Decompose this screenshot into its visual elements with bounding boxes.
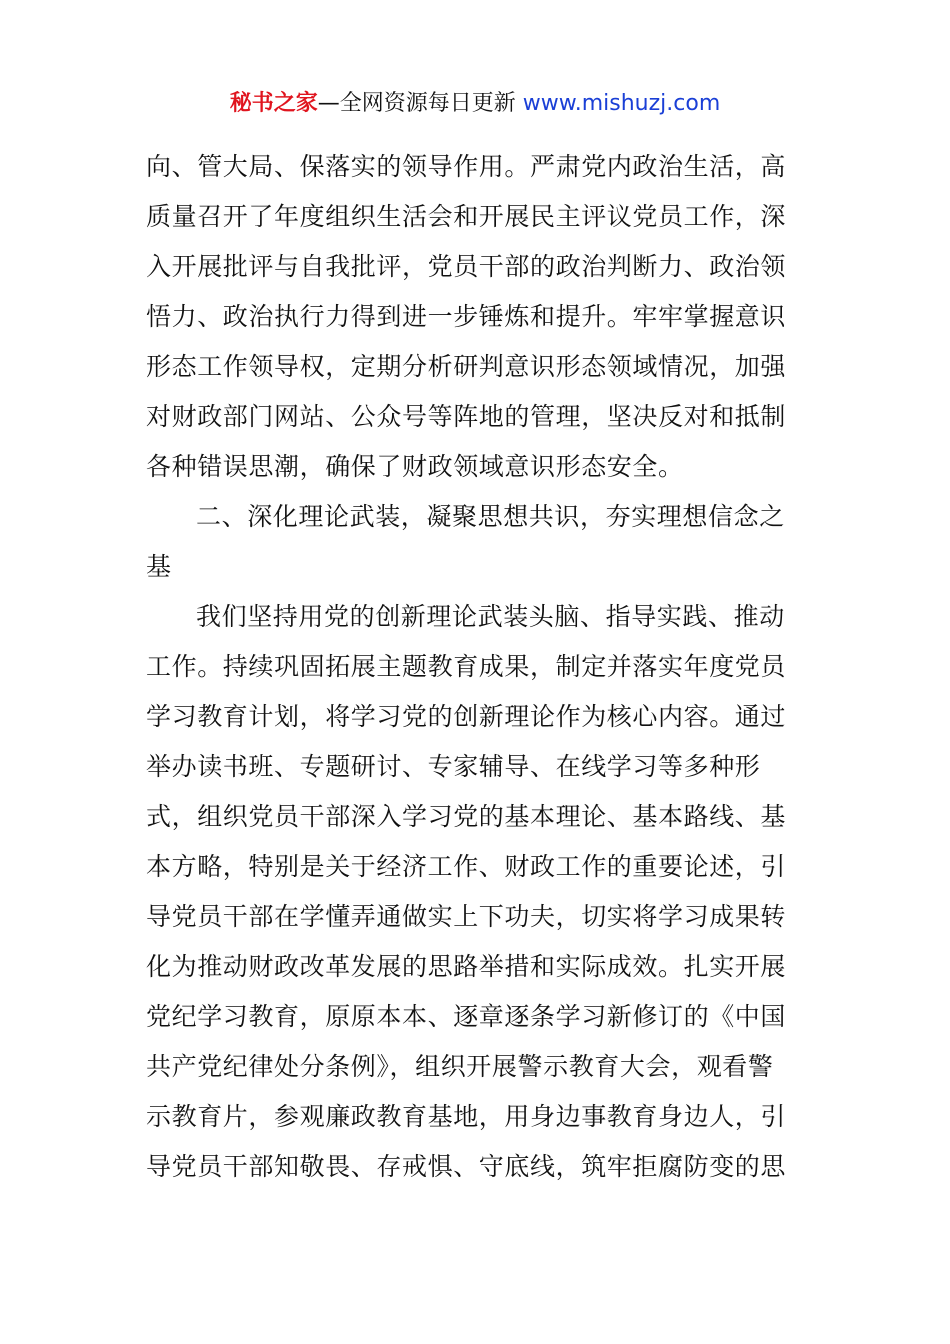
paragraph-3-line: 学习教育计划，将学习党的创新理论作为核心内容。通过	[146, 702, 787, 731]
paragraph-3-line: 工作。持续巩固拓展主题教育成果，制定并落实年度党员	[146, 652, 787, 681]
paragraph-3-line: 化为推动财政改革发展的思路举措和实际成效。扎实开展	[146, 952, 787, 981]
paragraph-3-line: 式，组织党员干部深入学习党的基本理论、基本路线、基	[146, 802, 787, 831]
document-body	[146, 142, 808, 1192]
paragraph-3-line: 党纪学习教育，原原本本、逐章逐条学习新修订的《中国	[146, 1002, 787, 1031]
page-header	[0, 88, 950, 120]
paragraph-3-line: 导党员干部知敬畏、存戒惧、守底线，筑牢拒腐防变的思	[146, 1152, 787, 1181]
paragraph-1-line: 质量召开了年度组织生活会和开展民主评议党员工作，深	[146, 202, 787, 231]
paragraph-3-line: 举办读书班、专题研讨、专家辅导、在线学习等多种形	[146, 752, 761, 781]
paragraph-1-line: 向、管大局、保落实的领导作用。严肃党内政治生活，高	[146, 152, 787, 181]
brand-name: 秘书之家	[229, 91, 318, 116]
paragraph-1-line: 各种错误思潮，确保了财政领域意识形态安全。	[146, 452, 684, 481]
section-heading-line: 二、深化理论武装，凝聚思想共识，夯实理想信念之	[196, 502, 785, 531]
section-heading-line: 基	[146, 552, 172, 581]
paragraph-1-line: 形态工作领导权，定期分析研判意识形态领域情况，加强	[146, 352, 787, 381]
paragraph-1-line: 入开展批评与自我批评，党员干部的政治判断力、政治领	[146, 252, 787, 281]
paragraph-3-line: 共产党纪律处分条例》，组织开展警示教育大会，观看警	[146, 1052, 774, 1081]
paragraph-1-line: 对财政部门网站、公众号等阵地的管理，坚决反对和抵制	[146, 402, 787, 431]
paragraph-1-line: 悟力、政治执行力得到进一步锤炼和提升。牢牢掌握意识	[146, 302, 787, 331]
paragraph-3-line: 本方略，特别是关于经济工作、财政工作的重要论述，引	[146, 852, 787, 881]
paragraph-3-line: 我们坚持用党的创新理论武装头脑、指导实践、推动	[196, 602, 785, 631]
paragraph-3-line: 导党员干部在学懂弄通做实上下功夫，切实将学习成果转	[146, 902, 787, 931]
header-url-link[interactable]: www.mishuzj.com	[522, 91, 721, 116]
header-tagline: —全网资源每日更新	[317, 91, 523, 116]
paragraph-3-line: 示教育片，参观廉政教育基地，用身边事教育身边人，引	[146, 1102, 787, 1131]
